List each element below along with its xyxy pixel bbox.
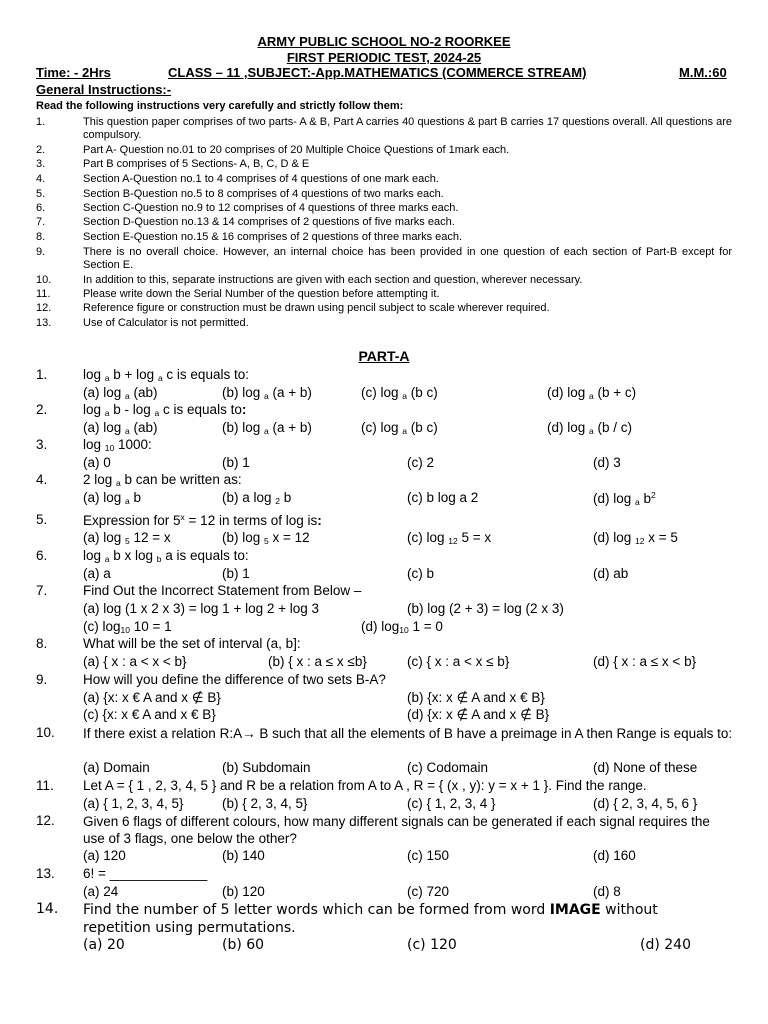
instruction-number: 5. — [36, 188, 46, 200]
instruction-number: 10. — [36, 274, 52, 286]
option-b: (b) a log $_2$ b — [222, 490, 292, 506]
question-text: log $_a$ b - log $_a$ c is equals to: — [83, 402, 247, 418]
option-b: (b) Subdomain — [222, 760, 311, 775]
instruction-text: Please write down the Serial Number of the question before attempting it. — [83, 288, 440, 300]
question-text: Let A = { 1 , 2, 3, 4, 5 } and R be a relation from A to A , R = { (x , y): y = x + 1 }. Find the range. — [83, 778, 647, 793]
option-b: (b) log $_5$ x = 12 — [222, 530, 310, 546]
option-b: (b) 60 — [222, 937, 265, 953]
option-c: (c) 150 — [407, 848, 450, 863]
question-number: 5. — [36, 512, 48, 527]
instruction-number: 12. — [36, 302, 52, 314]
question-number: 6. — [36, 548, 48, 563]
option-a: (a) a — [83, 566, 111, 581]
option-a: (a) log $_a$ (ab) — [83, 385, 158, 401]
question-number: 14. — [36, 901, 59, 917]
school-name: ARMY PUBLIC SCHOOL NO-2 ROORKEE — [257, 34, 511, 49]
option-d: (d) { 2, 3, 4, 5, 6 } — [593, 796, 698, 811]
question-number: 13. — [36, 866, 55, 881]
instruction-number: 4. — [36, 173, 46, 185]
question-text: 2 log $_a$ b can be written as: — [83, 472, 242, 488]
option-d: (d) $\log_{10} 1 = 0$ — [361, 619, 443, 635]
instruction-number: 2. — [36, 144, 46, 156]
question-text: Find Out the Incorrect Statement from Below – — [83, 583, 362, 598]
question-number: 10. — [36, 725, 55, 740]
option-a: (a) 120 — [83, 848, 126, 863]
question-number: 12. — [36, 813, 55, 828]
option-d: (d) log $_a$ $b^2$ — [593, 490, 656, 507]
option-a: (a) {x: x € A and x ∉ B} — [83, 690, 221, 705]
option-b: (b) { x : a ≤ x ≤b} — [268, 654, 367, 669]
question-text: If there exist a relation R:A→ B such that all the elements of B have a preimage in A then Range is equals to: — [83, 726, 733, 741]
instruction-text: Section E-Question no.15 & 16 comprises of 2 questions of three marks each. — [83, 231, 463, 243]
option-c: (c) b — [407, 566, 434, 581]
option-d: (d) 240 — [640, 937, 691, 953]
option-d: (d) 8 — [593, 884, 621, 899]
option-d: (d) 3 — [593, 455, 621, 470]
option-a: (a) log $_a$ b — [83, 490, 142, 506]
option-a: (a) log (1 x 2 x 3) = log 1 + log 2 + log 3 — [83, 601, 320, 616]
option-a: (a) Domain — [83, 760, 150, 775]
option-a: (a) 24 — [83, 884, 119, 899]
option-c: (c) { 1, 2, 3, 4 } — [407, 796, 496, 811]
question-number: 7. — [36, 583, 48, 598]
option-d: (d) {x: x ∉ A and x ∉ B} — [407, 707, 550, 722]
max-marks: M.M.:60 — [679, 65, 727, 80]
instruction-number: 11. — [36, 288, 51, 300]
instructions-heading: General Instructions:- — [36, 82, 172, 97]
question-text: What will be the set of interval (a, b]: — [83, 636, 301, 651]
instruction-text: Section B-Question no.5 to 8 comprises of 4 questions of two marks each. — [83, 188, 444, 200]
option-a: (a) 0 — [83, 455, 111, 470]
option-d: (d) { x : a ≤ x < b} — [593, 654, 697, 669]
option-b: (b) {x: x ∉ A and x € B} — [407, 690, 545, 705]
option-a: (a) { 1, 2, 3, 4, 5} — [83, 796, 184, 811]
option-d: (d) 160 — [593, 848, 636, 863]
option-a: (a) 20 — [83, 937, 125, 953]
instruction-number: 6. — [36, 202, 46, 214]
question-number: 4. — [36, 472, 48, 487]
instruction-number: 9. — [36, 246, 46, 258]
question-number: 9. — [36, 672, 48, 687]
option-c: (c) log $_{12}$ 5 = x — [407, 530, 492, 546]
instruction-number: 8. — [36, 231, 46, 243]
instructions-intro: Read the following instructions very carefully and strictly follow them: — [36, 100, 404, 112]
instruction-text: Section C-Question no.9 to 12 comprises of 4 questions of three marks each. — [83, 202, 459, 214]
instruction-text: There is no overall choice. However, an internal choice has been provided in one question of each section of Part-B except for Section E. — [83, 246, 732, 271]
option-b: (b) log (2 + 3) = log (2 x 3) — [407, 601, 564, 616]
option-b: (b) log $_a$ (a + b) — [222, 420, 312, 436]
question-text: 6! = _____________ — [83, 866, 208, 881]
class-subject: CLASS – 11 ,SUBJECT:-App.MATHEMATICS (COMMERCE STREAM) — [168, 65, 587, 80]
instruction-text: Reference figure or construction must be drawn using pencil subject to scale wherever required. — [83, 302, 550, 314]
question-text: log $_a$ b + log $_a$ c is equals to: — [83, 367, 249, 383]
part-a-title: PART-A — [358, 348, 410, 364]
instruction-item — [36, 246, 732, 272]
question-number: 1. — [36, 367, 48, 382]
option-b: (b) { 2, 3, 4, 5} — [222, 796, 308, 811]
option-a: (a) log $_a$ (ab) — [83, 420, 158, 436]
question-number: 11. — [36, 778, 54, 793]
instruction-number: 1. — [36, 116, 46, 128]
question-text: Given 6 flags of different colours, how many different signals can be generated if each signal requires the use of 3 flags, one below the other? — [83, 814, 710, 846]
option-d: (d) log $_a$ (b / c) — [547, 420, 633, 436]
instruction-text: Part A- Question no.01 to 20 comprises of 20 Multiple Choice Questions of 1mark each. — [83, 144, 510, 156]
option-d: (d) ab — [593, 566, 629, 581]
test-name: FIRST PERIODIC TEST, 2024-25 — [286, 50, 482, 65]
question-text: Expression for $5^x = 12$ in terms of log is: — [83, 512, 322, 528]
instruction-text: Section D-Question no.13 & 14 comprises of 2 questions of five marks each. — [83, 216, 455, 228]
question-number: 3. — [36, 437, 48, 452]
question-number: 8. — [36, 636, 48, 651]
option-c: (c) 2 — [407, 455, 434, 470]
option-c: (c) 120 — [407, 937, 457, 953]
instruction-text: Use of Calculator is not permitted. — [83, 317, 249, 329]
option-b: (b) 120 — [222, 884, 265, 899]
option-c: (c) log $_a$ (b c) — [361, 385, 438, 401]
option-b: (b) 1 — [222, 566, 250, 581]
question-text: How will you define the difference of two sets B-A? — [83, 672, 386, 687]
instruction-number: 7. — [36, 216, 46, 228]
question-number: 2. — [36, 402, 48, 417]
option-c: (c) 720 — [407, 884, 450, 899]
option-c: (c) log $_a$ (b c) — [361, 420, 438, 436]
option-d: (d) None of these — [593, 760, 698, 775]
instruction-item — [36, 116, 732, 142]
option-d: (d) log $_a$ (b + c) — [547, 385, 637, 401]
option-c: (c) Codomain — [407, 760, 489, 775]
option-b: (b) 140 — [222, 848, 265, 863]
question-text: log $_a$ b x log $_b$ a is equals to: — [83, 548, 249, 564]
option-a: (a) { x : a < x < b} — [83, 654, 187, 669]
question-text: log $_{10}$ 1000: — [83, 437, 152, 453]
time-label: Time: - 2Hrs — [36, 65, 111, 80]
instruction-text: In addition to this, separate instructions are given with each section and question, wherever necessary. — [83, 274, 583, 286]
option-a: (a) log $_5$ 12 = x — [83, 530, 171, 546]
option-c: (c) {x: x € A and x € B} — [83, 707, 216, 722]
instruction-number: 13. — [36, 317, 52, 329]
instruction-text: Part B comprises of 5 Sections- A, B, C, D & E — [83, 158, 310, 170]
instruction-text: Section A-Question no.1 to 4 comprises of 4 questions of one mark each. — [83, 173, 439, 185]
option-c: (c) $\log_{10} 10 = 1$ — [83, 619, 172, 635]
option-c: (c) { x : a < x ≤ b} — [407, 654, 510, 669]
option-c: (c) b log a 2 — [407, 490, 479, 505]
option-b: (b) log $_a$ (a + b) — [222, 385, 312, 401]
instruction-text: This question paper comprises of two parts- A & B, Part A carries 40 questions & part B carries 17 questions overall. All questions are compulsory. — [83, 116, 732, 141]
instruction-number: 3. — [36, 158, 46, 170]
question-text: Find the number of 5 letter words which can be formed from word IMAGE without repetition using permutations. — [83, 902, 658, 936]
option-d: (d) log $_{12}$ x = 5 — [593, 530, 678, 546]
option-b: (b) 1 — [222, 455, 250, 470]
